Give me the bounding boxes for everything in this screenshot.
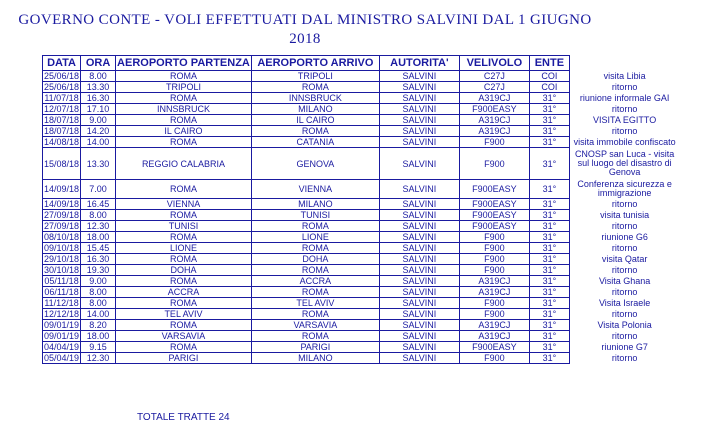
title-line-1: GOVERNO CONTE - VOLI EFFETTUATI DAL MINISTRO SALVINI DAL 1 GIUGNO xyxy=(18,12,592,28)
cell-departure: ROMA xyxy=(116,320,252,331)
cell-time: 19.30 xyxy=(81,265,116,276)
cell-aircraft: F900 xyxy=(459,137,529,148)
cell-date: 18/07/18 xyxy=(44,115,80,125)
cell-arrival: MILANO xyxy=(251,353,379,364)
cell-authority: SALVINI xyxy=(379,199,459,210)
cell-aircraft: F900EASY xyxy=(459,180,529,199)
cell-authority: SALVINI xyxy=(379,221,459,232)
cell-departure: TUNISI xyxy=(116,221,252,232)
cell-date: 30/10/18 xyxy=(44,265,80,275)
table-row xyxy=(43,320,680,331)
flights-table xyxy=(42,55,679,364)
table-row xyxy=(43,71,680,82)
header-ente: ENTE xyxy=(529,56,569,71)
table-row xyxy=(43,126,680,137)
cell-departure: ROMA xyxy=(116,93,252,104)
cell-aircraft: F900 xyxy=(459,353,529,364)
cell-date: 14/08/18 xyxy=(44,137,80,147)
cell-time: 8.00 xyxy=(81,71,116,82)
table-row xyxy=(43,93,680,104)
table-row xyxy=(43,104,680,115)
cell-departure: ROMA xyxy=(116,115,252,126)
cell-authority: SALVINI xyxy=(379,82,459,93)
cell-date: 18/07/18 xyxy=(44,126,80,136)
cell-aircraft: F900EASY xyxy=(459,199,529,210)
cell-time: 8.00 xyxy=(81,298,116,309)
cell-note: visita Libia xyxy=(569,71,679,82)
cell-unit: 31° xyxy=(529,331,569,342)
cell-note: Conferenza sicurezza e immigrazione xyxy=(569,180,679,199)
table-row xyxy=(43,309,680,320)
cell-departure: ROMA xyxy=(116,137,252,148)
cell-aircraft: A319CJ xyxy=(459,320,529,331)
cell-date: 14/09/18 xyxy=(44,199,80,209)
table-row xyxy=(43,82,680,93)
cell-arrival: VIENNA xyxy=(251,180,379,199)
cell-authority: SALVINI xyxy=(379,254,459,265)
cell-arrival: TUNISI xyxy=(251,210,379,221)
cell-departure: ACCRA xyxy=(116,287,252,298)
header-autorita: AUTORITA' xyxy=(379,56,459,71)
cell-unit: 31° xyxy=(529,287,569,298)
table-row xyxy=(43,342,680,353)
table-row xyxy=(43,148,680,180)
cell-date: 09/01/19 xyxy=(44,320,80,330)
cell-time: 9.00 xyxy=(81,276,116,287)
cell-time: 14.00 xyxy=(81,309,116,320)
cell-time: 13.30 xyxy=(81,82,116,93)
cell-aircraft: F900EASY xyxy=(459,221,529,232)
cell-unit: 31° xyxy=(529,137,569,148)
cell-aircraft: A319CJ xyxy=(459,126,529,137)
cell-authority: SALVINI xyxy=(379,298,459,309)
cell-authority: SALVINI xyxy=(379,126,459,137)
cell-departure: REGGIO CALABRIA xyxy=(116,148,252,180)
cell-date: 05/04/19 xyxy=(44,353,80,363)
cell-note: riunione G6 xyxy=(569,232,679,243)
cell-date: 11/07/18 xyxy=(44,93,79,103)
cell-authority: SALVINI xyxy=(379,104,459,115)
cell-time: 8.00 xyxy=(81,287,116,298)
cell-time: 18.00 xyxy=(81,232,116,243)
table-row xyxy=(43,287,680,298)
cell-departure: ROMA xyxy=(116,342,252,353)
table-row xyxy=(43,265,680,276)
cell-unit: 31° xyxy=(529,342,569,353)
cell-authority: SALVINI xyxy=(379,320,459,331)
header-velivolo: VELIVOLO xyxy=(459,56,529,71)
cell-aircraft: A319CJ xyxy=(459,287,529,298)
table-row xyxy=(43,243,680,254)
cell-departure: ROMA xyxy=(116,254,252,265)
cell-departure: ROMA xyxy=(116,210,252,221)
cell-authority: SALVINI xyxy=(379,243,459,254)
table-row xyxy=(43,353,680,364)
cell-note: ritorno xyxy=(569,104,679,115)
cell-note: ritorno xyxy=(569,126,679,137)
cell-time: 14.00 xyxy=(81,137,116,148)
table-row xyxy=(43,254,680,265)
cell-note: ritorno xyxy=(569,221,679,232)
cell-unit: 31° xyxy=(529,148,569,180)
cell-authority: SALVINI xyxy=(379,137,459,148)
cell-departure: LIONE xyxy=(116,243,252,254)
header-ora: ORA xyxy=(81,56,116,71)
cell-note: ritorno xyxy=(569,199,679,210)
table-row xyxy=(43,199,680,210)
cell-arrival: MILANO xyxy=(251,199,379,210)
cell-departure: INNSBRUCK xyxy=(116,104,252,115)
cell-authority: SALVINI xyxy=(379,232,459,243)
cell-authority: SALVINI xyxy=(379,148,459,180)
table-row xyxy=(43,115,680,126)
cell-note: riunione informale GAI xyxy=(569,93,679,104)
cell-arrival: PARIGI xyxy=(251,342,379,353)
table-row xyxy=(43,276,680,287)
cell-note: Visita Israele xyxy=(569,298,679,309)
cell-arrival: ROMA xyxy=(251,126,379,137)
cell-arrival: CATANIA xyxy=(251,137,379,148)
cell-note: ritorno xyxy=(569,287,679,298)
cell-arrival: INNSBRUCK xyxy=(251,93,379,104)
cell-departure: TEL AVIV xyxy=(116,309,252,320)
cell-authority: SALVINI xyxy=(379,353,459,364)
cell-arrival: ROMA xyxy=(251,309,379,320)
cell-authority: SALVINI xyxy=(379,93,459,104)
cell-departure: VIENNA xyxy=(116,199,252,210)
cell-date: 08/10/18 xyxy=(44,232,80,242)
header-row xyxy=(43,56,680,71)
cell-departure: PARIGI xyxy=(116,353,252,364)
cell-aircraft: F900 xyxy=(459,254,529,265)
cell-unit: 31° xyxy=(529,115,569,126)
cell-time: 8.00 xyxy=(81,210,116,221)
document-title xyxy=(0,11,610,49)
cell-note: Visita Ghana xyxy=(569,276,679,287)
cell-time: 8.20 xyxy=(81,320,116,331)
cell-arrival: MILANO xyxy=(251,104,379,115)
cell-aircraft: F900 xyxy=(459,243,529,254)
cell-aircraft: A319CJ xyxy=(459,115,529,126)
cell-unit: 31° xyxy=(529,254,569,265)
cell-arrival: LIONE xyxy=(251,232,379,243)
cell-note: ritorno xyxy=(569,243,679,254)
cell-arrival: IL CAIRO xyxy=(251,115,379,126)
cell-note: ritorno xyxy=(569,331,679,342)
cell-arrival: ROMA xyxy=(251,287,379,298)
cell-time: 9.15 xyxy=(81,342,116,353)
cell-note: ritorno xyxy=(569,265,679,276)
cell-time: 16.45 xyxy=(81,199,116,210)
cell-unit: 31° xyxy=(529,298,569,309)
cell-unit: 31° xyxy=(529,104,569,115)
cell-date: 04/04/19 xyxy=(44,342,80,352)
cell-time: 13.30 xyxy=(81,148,116,180)
cell-note: ritorno xyxy=(569,82,679,93)
cell-aircraft: A319CJ xyxy=(459,331,529,342)
cell-unit: 31° xyxy=(529,180,569,199)
table-row xyxy=(43,298,680,309)
cell-aircraft: F900EASY xyxy=(459,210,529,221)
cell-arrival: ROMA xyxy=(251,243,379,254)
header-note xyxy=(569,56,679,71)
cell-unit: 31° xyxy=(529,243,569,254)
cell-aircraft: F900 xyxy=(459,148,529,180)
cell-date: 09/01/19 xyxy=(44,331,80,341)
cell-unit: COI xyxy=(529,71,569,82)
cell-time: 14.20 xyxy=(81,126,116,137)
table-row xyxy=(43,137,680,148)
cell-authority: SALVINI xyxy=(379,309,459,320)
cell-departure: ROMA xyxy=(116,298,252,309)
header-data: DATA xyxy=(43,56,81,71)
title-line-2: 2018 xyxy=(289,31,321,47)
cell-note: Visita Polonia xyxy=(569,320,679,331)
cell-time: 18.00 xyxy=(81,331,116,342)
header-arrivo: AEROPORTO ARRIVO xyxy=(251,56,379,71)
cell-authority: SALVINI xyxy=(379,115,459,126)
cell-aircraft: F900 xyxy=(459,309,529,320)
cell-arrival: TEL AVIV xyxy=(251,298,379,309)
cell-unit: COI xyxy=(529,82,569,93)
cell-unit: 31° xyxy=(529,232,569,243)
table-row xyxy=(43,331,680,342)
cell-unit: 31° xyxy=(529,309,569,320)
cell-unit: 31° xyxy=(529,126,569,137)
cell-arrival: ROMA xyxy=(251,265,379,276)
cell-note: visita tunisia xyxy=(569,210,679,221)
total-count: TOTALE TRATTE 24 xyxy=(137,412,230,423)
cell-arrival: TRIPOLI xyxy=(251,71,379,82)
cell-time: 16.30 xyxy=(81,93,116,104)
cell-unit: 31° xyxy=(529,210,569,221)
cell-authority: SALVINI xyxy=(379,331,459,342)
cell-departure: VARSAVIA xyxy=(116,331,252,342)
cell-arrival: ROMA xyxy=(251,82,379,93)
cell-departure: ROMA xyxy=(116,71,252,82)
cell-unit: 31° xyxy=(529,93,569,104)
cell-date: 29/10/18 xyxy=(44,254,80,264)
cell-arrival: ROMA xyxy=(251,331,379,342)
cell-unit: 31° xyxy=(529,221,569,232)
cell-arrival: ROMA xyxy=(251,221,379,232)
cell-time: 12.30 xyxy=(81,221,116,232)
cell-note: visita Qatar xyxy=(569,254,679,265)
cell-aircraft: C27J xyxy=(459,71,529,82)
cell-authority: SALVINI xyxy=(379,287,459,298)
cell-unit: 31° xyxy=(529,353,569,364)
cell-arrival: GENOVA xyxy=(251,148,379,180)
cell-note: visita immobile confiscato xyxy=(569,137,679,148)
cell-aircraft: F900 xyxy=(459,298,529,309)
cell-departure: ROMA xyxy=(116,180,252,199)
cell-unit: 31° xyxy=(529,320,569,331)
cell-date: 12/12/18 xyxy=(44,309,80,319)
cell-note: VISITA EGITTO xyxy=(569,115,679,126)
table-row xyxy=(43,221,680,232)
cell-unit: 31° xyxy=(529,276,569,287)
cell-aircraft: F900EASY xyxy=(459,104,529,115)
cell-departure: IL CAIRO xyxy=(116,126,252,137)
cell-authority: SALVINI xyxy=(379,342,459,353)
cell-time: 15.45 xyxy=(81,243,116,254)
cell-time: 16.30 xyxy=(81,254,116,265)
cell-date: 15/08/18 xyxy=(43,148,81,180)
cell-departure: ROMA xyxy=(116,276,252,287)
table-row xyxy=(43,180,680,199)
cell-date: 27/09/18 xyxy=(44,221,80,231)
cell-arrival: VARSAVIA xyxy=(251,320,379,331)
cell-time: 17.10 xyxy=(81,104,116,115)
cell-arrival: DOHA xyxy=(251,254,379,265)
cell-aircraft: C27J xyxy=(459,82,529,93)
cell-authority: SALVINI xyxy=(379,265,459,276)
cell-note: CNOSP san Luca - visita sul luogo del disastro di Genova xyxy=(569,148,679,180)
cell-arrival: ACCRA xyxy=(251,276,379,287)
cell-date: 14/09/18 xyxy=(43,180,81,199)
table-row xyxy=(43,232,680,243)
cell-date: 06/11/18 xyxy=(44,287,79,297)
cell-departure: ROMA xyxy=(116,232,252,243)
cell-unit: 31° xyxy=(529,265,569,276)
cell-aircraft: F900 xyxy=(459,265,529,276)
cell-authority: SALVINI xyxy=(379,180,459,199)
cell-date: 05/11/18 xyxy=(44,276,79,286)
cell-time: 7.00 xyxy=(81,180,116,199)
cell-departure: TRIPOLI xyxy=(116,82,252,93)
cell-authority: SALVINI xyxy=(379,210,459,221)
cell-unit: 31° xyxy=(529,199,569,210)
header-partenza: AEROPORTO PARTENZA xyxy=(117,57,250,69)
cell-note: ritorno xyxy=(569,353,679,364)
cell-authority: SALVINI xyxy=(379,71,459,82)
cell-aircraft: F900 xyxy=(459,232,529,243)
cell-date: 09/10/18 xyxy=(44,243,80,253)
cell-date: 27/09/18 xyxy=(44,210,80,220)
cell-aircraft: F900EASY xyxy=(459,342,529,353)
cell-date: 25/06/18 xyxy=(44,71,80,81)
cell-aircraft: A319CJ xyxy=(459,276,529,287)
cell-note: ritorno xyxy=(569,309,679,320)
cell-authority: SALVINI xyxy=(379,276,459,287)
cell-departure: DOHA xyxy=(116,265,252,276)
cell-date: 11/12/18 xyxy=(44,298,79,308)
cell-note: riunione G7 xyxy=(569,342,679,353)
cell-date: 25/06/18 xyxy=(44,82,80,92)
cell-aircraft: A319CJ xyxy=(459,93,529,104)
cell-time: 9.00 xyxy=(81,115,116,126)
table-row xyxy=(43,210,680,221)
cell-date: 12/07/18 xyxy=(44,104,80,114)
cell-time: 12.30 xyxy=(81,353,116,364)
